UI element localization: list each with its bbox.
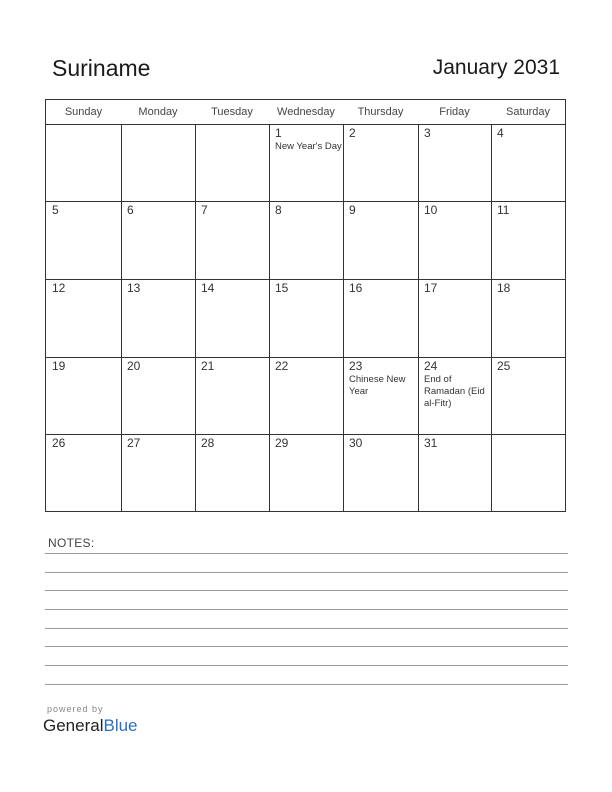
day-cell[interactable]	[343, 279, 418, 357]
day-cell[interactable]	[121, 434, 195, 511]
day-number: 4	[497, 126, 504, 140]
day-cell[interactable]	[491, 357, 565, 434]
notes-line	[45, 665, 568, 666]
notes-line	[45, 609, 568, 610]
day-cell[interactable]	[418, 357, 491, 434]
day-number: 7	[201, 203, 208, 217]
day-number: 5	[52, 203, 59, 217]
day-number: 12	[52, 281, 66, 295]
notes-line	[45, 628, 568, 629]
day-number: 25	[497, 359, 511, 373]
day-cell[interactable]	[195, 279, 269, 357]
day-cell[interactable]	[269, 434, 343, 511]
day-cell[interactable]	[418, 279, 491, 357]
day-number: 9	[349, 203, 356, 217]
day-cell[interactable]	[269, 201, 343, 279]
day-number: 16	[349, 281, 363, 295]
weekday-header: Sunday	[64, 106, 103, 118]
day-number: 22	[275, 359, 289, 373]
day-cell[interactable]	[418, 434, 491, 511]
day-cell[interactable]	[46, 357, 121, 434]
brand-blue: Blue	[103, 716, 138, 735]
day-number: 31	[424, 436, 438, 450]
day-cell[interactable]	[195, 434, 269, 511]
holiday-label: New Year's Day	[275, 141, 342, 152]
day-cell[interactable]	[343, 357, 418, 434]
day-cell[interactable]	[491, 279, 565, 357]
calendar-grid	[45, 99, 566, 512]
day-cell[interactable]	[46, 434, 121, 511]
day-number: 18	[497, 281, 511, 295]
weekday-header: Monday	[138, 106, 178, 118]
day-number: 11	[497, 203, 510, 217]
day-number: 21	[201, 359, 215, 373]
day-cell[interactable]	[121, 124, 195, 201]
day-cell[interactable]	[121, 201, 195, 279]
powered-by-text: powered by	[47, 704, 104, 714]
notes-line	[45, 553, 568, 554]
day-cell[interactable]	[269, 357, 343, 434]
weekday-header: Saturday	[505, 106, 551, 118]
day-number: 29	[275, 436, 289, 450]
day-number: 13	[127, 281, 141, 295]
day-cell[interactable]	[343, 124, 418, 201]
notes-line	[45, 646, 568, 647]
day-cell[interactable]	[195, 124, 269, 201]
holiday-label: End of Ramadan (Eid al-Fitr)	[424, 374, 485, 409]
notes-line	[45, 684, 568, 685]
day-number: 15	[275, 281, 289, 295]
weekday-header: Tuesday	[211, 106, 253, 118]
weekday-header: Friday	[439, 106, 470, 118]
day-number: 10	[424, 203, 438, 217]
day-cell[interactable]	[418, 201, 491, 279]
day-cell[interactable]	[418, 124, 491, 201]
day-number: 24	[424, 359, 438, 373]
notes-line	[45, 572, 568, 573]
day-number: 27	[127, 436, 141, 450]
day-cell[interactable]	[343, 434, 418, 511]
month-year-title: January 2031	[432, 56, 560, 79]
day-number: 28	[201, 436, 215, 450]
day-cell[interactable]	[46, 124, 121, 201]
day-cell[interactable]	[195, 357, 269, 434]
day-number: 6	[127, 203, 134, 217]
holiday-label: Chinese New Year	[349, 374, 406, 397]
day-cell[interactable]	[491, 201, 565, 279]
brand-general: General	[43, 716, 104, 735]
day-number: 20	[127, 359, 141, 373]
day-number: 23	[349, 359, 363, 373]
day-cell[interactable]	[491, 124, 565, 201]
day-cell[interactable]	[195, 201, 269, 279]
day-number: 3	[424, 126, 431, 140]
day-cell[interactable]	[491, 434, 565, 511]
day-number: 17	[424, 281, 438, 295]
day-cell[interactable]	[121, 279, 195, 357]
day-number: 2	[349, 126, 356, 140]
weekday-header-row	[46, 100, 565, 125]
day-number: 1	[275, 126, 282, 140]
day-number: 14	[201, 281, 215, 295]
day-number: 8	[275, 203, 282, 217]
day-cell[interactable]	[343, 201, 418, 279]
day-cell[interactable]	[269, 279, 343, 357]
notes-label: NOTES:	[48, 536, 95, 550]
day-number: 26	[52, 436, 66, 450]
day-cell[interactable]	[46, 201, 121, 279]
day-cell[interactable]	[269, 124, 343, 201]
country-title: Suriname	[52, 55, 151, 81]
day-number: 19	[52, 359, 66, 373]
day-cell[interactable]	[121, 357, 195, 434]
weekday-header: Wednesday	[277, 106, 335, 118]
notes-line	[45, 590, 568, 591]
day-number: 30	[349, 436, 363, 450]
weekday-header: Thursday	[357, 106, 404, 118]
generalblue-logo[interactable]	[43, 716, 138, 736]
day-cell[interactable]	[46, 279, 121, 357]
